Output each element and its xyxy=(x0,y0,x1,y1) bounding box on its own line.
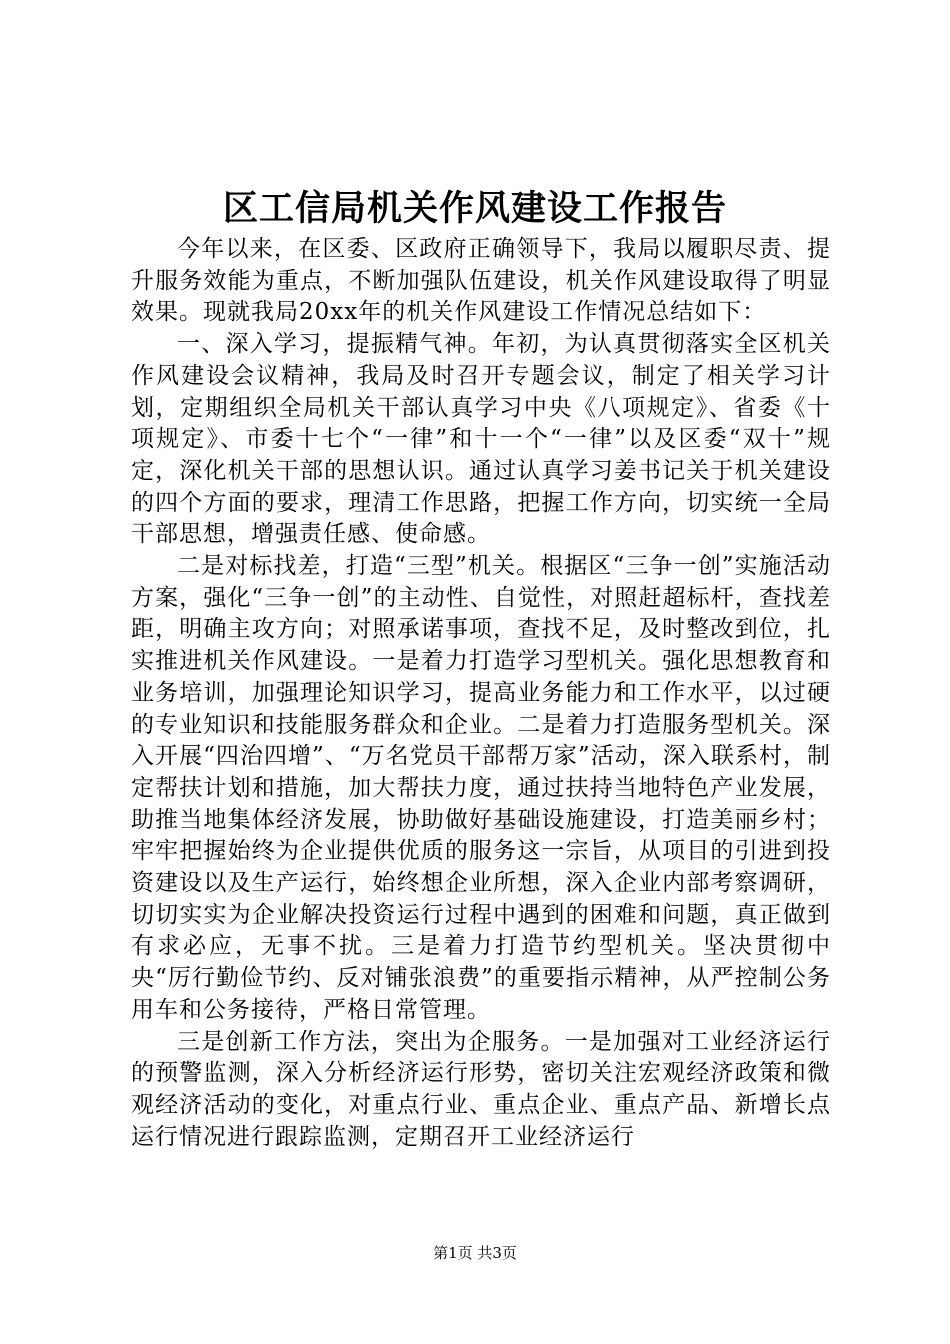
document-body xyxy=(131,234,831,1153)
paragraph-section-3: 三是创新工作方法，突出为企服务。一是加强对工业经济运行的预警监测，深入分析经济运行形势，密切关注宏观经济政策和微观经济活动的变化，对重点行业、重点企业、重点产品、新增长点运行情况进行跟踪监测，定期召开工业经济运行 xyxy=(131,1028,831,1150)
paragraph-intro: 今年以来，在区委、区政府正确领导下，我局以履职尽责、提升服务效能为重点，不断加强队伍建设，机关作风建设取得了明显效果。现就我局20xx年的机关作风建设工作情况总结如下： xyxy=(131,236,831,326)
paragraph-section-2: 二是对标找差，打造“三型”机关。根据区“三争一创”实施活动方案，强化“三争一创”的主动性、自觉性，对照赶超标杆，查找差距，明确主攻方向；对照承诺事项，查找不足，及时整改到位，扎实推进机关作风建设。一是着力打造学习型机关。强化思想教育和业务培训，加强理论知识学习，提高业务能力和工作水平，以过硬的专业知识和技能服务群众和企业。二是着力打造服务型机关。深入开展“四治四增”、“万名党员干部帮万家”活动，深入联系村，制定帮扶计划和措施，加大帮扶力度，通过扶持当地特色产业发展，助推当地集体经济发展，协助做好基础设施建设，打造美丽乡村；牢牢把握始终为企业提供优质的服务这一宗旨，从项目的引进到投资建设以及生产运行，始终想企业所想，深入企业内部考察调研，切切实实为企业解决投资运行过程中遇到的困难和问题，真正做到有求必应，无事不扰。三是着力打造节约型机关。坚决贯彻中央“厉行勤俭节约、反对铺张浪费”的重要指示精神，从严控制公务用车和公务接待，严格日常管理。 xyxy=(131,553,831,1023)
document-title: 区工信局机关作风建设工作报告 xyxy=(222,188,727,229)
paragraph-section-1: 一、深入学习，提振精气神。年初，为认真贯彻落实全区机关作风建设会议精神，我局及时召开专题会议，制定了相关学习计划，定期组织全局机关干部认真学习中央《八项规定》、省委《十项规定》、市委十七个“一律”和十一个“一律”以及区委“双十”规定，深化机关干部的思想认识。通过认真学习姜书记关于机关建设的四个方面的要求，理清工作思路，把握工作方向，切实统一全局干部思想，增强责任感、使命感。 xyxy=(131,331,831,548)
page-footer: 第1页 共3页 xyxy=(433,1244,517,1262)
